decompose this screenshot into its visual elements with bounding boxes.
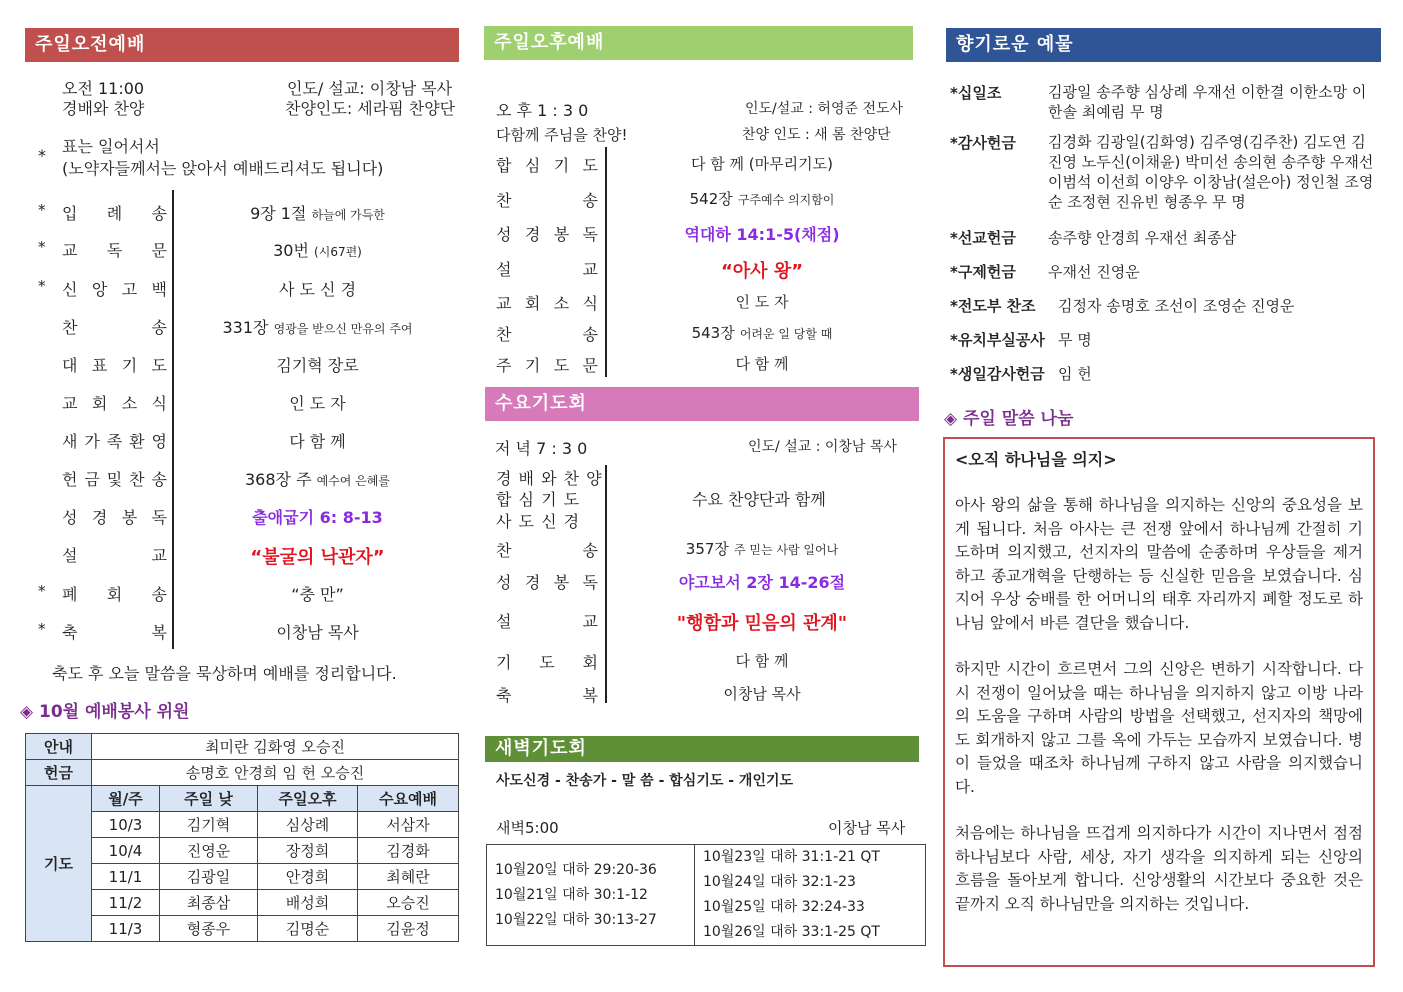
- afternoon-time: 오 후 1 : 3 0: [496, 101, 589, 120]
- offering-names: 김광일 송주향 심상례 우재선 이한결 이한소망 이한솔 최예림 무 명: [1048, 83, 1367, 121]
- label-char: 소: [121, 394, 138, 413]
- order-value: [612, 538, 912, 559]
- staff-title: ◈ 10월 예배봉사 위원: [20, 702, 190, 722]
- order-value-main: 다 함 께: [735, 355, 789, 373]
- wednesday-block-label-1: 경 배 와 찬 양: [496, 469, 603, 488]
- order-value-main: 역대하 14:1-5(채점): [684, 225, 840, 244]
- order-label: [62, 505, 167, 528]
- order-label: [496, 353, 598, 376]
- order-label: [496, 291, 598, 314]
- order-label: [62, 467, 167, 490]
- table-cell: 11/2: [92, 890, 160, 916]
- label-char: 송: [151, 204, 167, 223]
- label-char: 경: [91, 508, 108, 527]
- offering-label: *감사헌금: [950, 134, 1016, 152]
- table-cell: 10/3: [92, 812, 160, 838]
- dawn-reading: 10월20일 대하 29:20-36: [495, 861, 657, 878]
- label-char: 경: [524, 573, 541, 592]
- table-cell: 형종우: [160, 916, 258, 942]
- table-cell: 진영운: [160, 838, 258, 864]
- label-char: 회: [524, 294, 541, 313]
- dawn-order: 사도신경 - 찬송가 - 말 씀 - 합심기도 - 개인기도: [496, 773, 794, 789]
- label-char: 회: [106, 585, 123, 604]
- label-char: 새: [62, 432, 78, 451]
- wednesday-header: 수요기도회: [485, 387, 919, 421]
- label-char: 도: [553, 356, 570, 375]
- order-value: [612, 683, 912, 704]
- label-char: 경: [524, 225, 541, 244]
- standing-marker: *: [38, 201, 46, 219]
- offering-names: 김경화 김광일(김화영) 김주영(김주찬) 김도연 김진영 노두신(이채윤) 박미선 송의현 송주향 우재선 이범석 이선희 이양우 이창남(설은아) 정인철 조영순 조정현 진유빈 형종우 무 명: [1048, 133, 1374, 211]
- staff-col-sunday-afternoon: 주일오후: [258, 786, 358, 812]
- order-row: [0, 257, 930, 282]
- label-char: 고: [121, 280, 138, 299]
- label-char: 대: [62, 356, 78, 375]
- label-char: 환: [129, 432, 145, 451]
- wednesday-leader: 인도/ 설교 : 이창남 목사: [748, 439, 897, 455]
- label-char: 찬: [496, 191, 512, 210]
- label-char: 례: [106, 204, 123, 223]
- afternoon-praise-leader: 찬양 인도 : 새 롬 찬양단: [742, 127, 891, 143]
- offering-names: 우재선 진영운: [1048, 263, 1140, 281]
- order-row: [0, 391, 460, 413]
- staff-col-wednesday: 수요예배: [358, 786, 459, 812]
- offering-label: *선교헌금: [950, 229, 1016, 247]
- table-cell: 김경화: [358, 838, 459, 864]
- order-value-main: “충 만”: [291, 585, 344, 604]
- order-value: [612, 353, 912, 374]
- morning-praise-leader: 찬양인도: 세라핌 찬양단: [285, 99, 456, 118]
- label-char: 찬: [129, 470, 145, 489]
- sermon-paragraph: 처음에는 하나님을 뜨겁게 의지하다가 시간이 지나면서 점점 하나님보다 사람, 세상, 자기 생각을 의지하게 되는 신앙의 흐름을 돌아보게 합니다. 신앙생활의 시간보다 중요한 것은 끝까지 오직 하나님만을 의지하는 것입니다.: [955, 824, 1363, 913]
- dawn-reading: 10월25일 대하 32:24-33: [703, 899, 865, 915]
- dawn-leader: 이창남 목사: [828, 819, 906, 837]
- sermon-section-title: ◈ 주일 말씀 나눔: [944, 409, 1074, 429]
- label-char: 축: [62, 623, 78, 642]
- label-char: 찬: [62, 318, 78, 337]
- wednesday-block-value: 수요 찬양단과 함께: [692, 490, 826, 509]
- order-row: [0, 467, 460, 489]
- staff-offering-names: 송명호 안경희 임 헌 오승진: [92, 760, 459, 786]
- order-value-main: “불굴의 낙관자”: [250, 547, 385, 568]
- dawn-time: 새벽5:00: [496, 819, 559, 837]
- order-value-main: 출애굽기 6: 8-13: [252, 508, 383, 527]
- order-value: [612, 257, 912, 283]
- order-row: [0, 153, 930, 175]
- label-char: 소: [553, 294, 570, 313]
- order-value-main: 331장: [222, 318, 269, 337]
- label-char: 앙: [91, 280, 108, 299]
- table-cell: 서삼자: [358, 812, 459, 838]
- order-row: [0, 650, 930, 672]
- order-value-main: 9장 1절: [250, 204, 307, 223]
- order-value-sub: 주 믿는 사람 일어나: [734, 543, 839, 557]
- wednesday-block-label-3: 사 도 신 경: [496, 512, 581, 531]
- table-cell: 김기혁: [160, 812, 258, 838]
- label-char: 기: [496, 653, 512, 672]
- order-value: [175, 429, 460, 452]
- table-cell: 오승진: [358, 890, 459, 916]
- order-row: [0, 353, 930, 375]
- label-char: 도: [539, 653, 555, 672]
- dawn-reading: 10월24일 대하 32:1-23: [703, 874, 856, 890]
- label-char: 복: [151, 623, 167, 642]
- label-char: 봉: [121, 508, 138, 527]
- order-value-main: 야고보서 2장 14-26절: [678, 573, 846, 592]
- order-value-main: 인 도 자: [735, 293, 789, 311]
- dawn-reading: 10월21일 대하 30:1-12: [495, 886, 648, 903]
- dawn-schedule-table: [486, 844, 926, 946]
- label-char: 독: [582, 573, 598, 592]
- table-cell: 안경희: [258, 864, 358, 890]
- label-char: 교: [582, 612, 598, 631]
- dawn-reading: 10월26일 대하 33:1-25 QT: [703, 924, 880, 940]
- morning-note-star: *: [38, 146, 46, 165]
- order-value-sub: 하늘에 가득한: [311, 208, 385, 222]
- dawn-right-cell: [695, 845, 926, 946]
- label-char: 송: [151, 318, 167, 337]
- label-char: 백: [151, 280, 167, 299]
- label-char: 기: [524, 356, 541, 375]
- order-value-sub: 영광을 받으신 만유의 주여: [273, 322, 413, 336]
- offering-label: *생일감사헌금: [950, 365, 1045, 383]
- offering-names: 김정자 송명호 조선이 조영순 진영운: [1058, 297, 1295, 315]
- order-label: [496, 650, 598, 673]
- label-char: 성: [62, 508, 78, 527]
- label-char: 축: [496, 686, 512, 705]
- order-label: [496, 257, 598, 280]
- label-char: 입: [62, 204, 78, 223]
- label-char: 기: [553, 156, 570, 175]
- order-value-sub: (시67편): [314, 245, 362, 259]
- order-label: [496, 222, 598, 245]
- order-value: [612, 322, 912, 343]
- staff-guide-label: 안내: [26, 734, 92, 760]
- table-cell: 김명순: [258, 916, 358, 942]
- offerings-header: 향기로운 예물: [946, 28, 1381, 62]
- order-value: [612, 650, 912, 671]
- label-char: 기: [121, 356, 138, 375]
- offering-names: 임 헌: [1058, 365, 1092, 383]
- dawn-reading: 10월23일 대하 31:1-21 QT: [703, 849, 880, 865]
- staff-col-sunday-morning: 주일 낮: [160, 786, 258, 812]
- label-char: 영: [151, 432, 167, 451]
- table-cell: 최종삼: [160, 890, 258, 916]
- order-value: [612, 570, 912, 593]
- label-char: 교: [62, 241, 78, 260]
- morning-header: 주일오전예배: [25, 28, 459, 62]
- order-value: [612, 188, 912, 209]
- label-char: 송: [151, 470, 167, 489]
- order-value-main: 사 도 신 경: [278, 280, 357, 299]
- label-char: 표: [91, 356, 108, 375]
- order-value-sub: 예수여 은혜를: [316, 474, 390, 488]
- dawn-left-cell: [487, 845, 695, 946]
- order-label: [496, 538, 598, 561]
- order-row: [0, 683, 930, 705]
- order-row: [0, 322, 930, 344]
- offering-label: *십일조: [950, 84, 1002, 102]
- label-char: 설: [496, 612, 512, 631]
- label-char: 헌: [62, 470, 78, 489]
- label-char: 합: [496, 156, 512, 175]
- label-char: 금: [84, 470, 100, 489]
- order-value: [175, 467, 460, 490]
- label-char: 성: [496, 225, 512, 244]
- label-char: 봉: [553, 225, 570, 244]
- order-label: [496, 188, 598, 211]
- label-char: 찬: [496, 325, 512, 344]
- afternoon-header: 주일오후예배: [484, 26, 913, 60]
- table-cell: 김광일: [160, 864, 258, 890]
- order-row: [0, 222, 930, 244]
- order-value-sub: 어려운 일 당할 때: [739, 327, 833, 341]
- label-char: 찬: [496, 541, 512, 560]
- label-char: 송: [582, 541, 598, 560]
- afternoon-leader: 인도/설교 : 허영준 전도사: [745, 101, 904, 117]
- order-value-main: "행함과 믿음의 관계": [676, 613, 848, 634]
- staff-table: [25, 733, 459, 942]
- wednesday-block-label-2: 합 심 기 도: [496, 490, 581, 509]
- label-char: 성: [496, 573, 512, 592]
- staff-guide-names: 최미란 김화영 오승진: [92, 734, 459, 760]
- order-row: [0, 291, 930, 313]
- order-value-main: 다 함 께: [289, 432, 346, 451]
- label-char: 및: [106, 470, 123, 489]
- order-value: [612, 291, 912, 312]
- order-value-main: 이창남 목사: [723, 685, 801, 703]
- label-char: 식: [582, 294, 598, 313]
- dawn-header: 새벽기도회: [485, 736, 919, 762]
- order-row: [0, 570, 930, 592]
- offering-label: *구제헌금: [950, 263, 1016, 281]
- offering-names: 송주향 안경희 우재선 최종삼: [1048, 229, 1237, 247]
- order-label: [62, 429, 167, 452]
- order-value-main: 다 함 께: [735, 652, 789, 670]
- label-char: 봉: [553, 573, 570, 592]
- order-value-main: 이창남 목사: [276, 623, 359, 642]
- table-cell: 11/3: [92, 916, 160, 942]
- label-char: 설: [496, 260, 512, 279]
- label-char: 교: [151, 546, 167, 565]
- offering-label: *전도부 찬조: [950, 297, 1036, 315]
- label-char: 폐: [62, 585, 78, 604]
- table-cell: 김윤정: [358, 916, 459, 942]
- label-char: 심: [524, 156, 541, 175]
- order-value: [175, 391, 460, 414]
- sermon-heading: <오직 하나님을 의지>: [955, 450, 1117, 469]
- order-value: [175, 505, 460, 528]
- morning-praise-label: 경배와 찬양: [62, 99, 145, 118]
- label-char: 문: [151, 241, 167, 260]
- label-char: 송: [582, 325, 598, 344]
- sermon-box: [943, 437, 1375, 967]
- table-cell: 심상례: [258, 812, 358, 838]
- label-char: 송: [151, 585, 167, 604]
- offering-label: *유치부실공사: [950, 331, 1045, 349]
- label-char: 복: [582, 686, 598, 705]
- order-value-main: “아사 왕”: [720, 261, 804, 282]
- morning-note-line1: 표는 일어서서: [62, 137, 160, 156]
- order-value-main: 김기혁 장로: [276, 356, 359, 375]
- wednesday-time: 저 녁 7 : 3 0: [495, 439, 588, 458]
- order-value-main: 인 도 자: [289, 394, 346, 413]
- label-char: 교: [62, 394, 78, 413]
- order-value-main: 30번: [273, 241, 309, 260]
- order-value: [612, 153, 912, 174]
- order-label: [496, 609, 598, 632]
- order-value: [612, 222, 912, 245]
- table-cell: 배성희: [258, 890, 358, 916]
- sermon-paragraph: 아사 왕의 삶을 통해 하나님을 의지하는 신앙의 중요성을 보게 됩니다. 처음 아사는 큰 전쟁 앞에서 하나님께 간절히 기도하며 의지했고, 선지자의 말씀에 순종하며 우상들을 제거하고 종교개혁을 단행하는 등 신실한 믿음을 보였습니다. 심지어 우상 숭배를 한 어머니의 태후 자리까지 폐할 정도로 하나님 앞에서 바른 결단을 했습니다.: [955, 496, 1363, 632]
- order-value-sub: 구주예수 의지함이: [737, 193, 835, 207]
- label-char: 독: [582, 225, 598, 244]
- offering-names: 무 명: [1058, 331, 1092, 349]
- staff-offering-label: 헌금: [26, 760, 92, 786]
- label-char: 주: [496, 356, 512, 375]
- table-cell: 11/1: [92, 864, 160, 890]
- order-row: [0, 505, 460, 527]
- label-char: 회: [582, 653, 598, 672]
- label-char: 족: [106, 432, 123, 451]
- standing-marker: *: [38, 238, 46, 256]
- order-value-main: 542장: [689, 190, 733, 208]
- order-label: [496, 570, 598, 593]
- label-char: 도: [151, 356, 167, 375]
- label-char: 교: [582, 260, 598, 279]
- label-char: 설: [62, 546, 78, 565]
- label-char: 회: [91, 394, 108, 413]
- morning-leader: 인도/ 설교: 이창남 목사: [287, 79, 453, 98]
- standing-marker: *: [38, 277, 46, 295]
- morning-closing: 축도 후 오늘 말씀을 묵상하며 예배를 정리합니다.: [52, 664, 397, 683]
- order-label: [62, 391, 167, 414]
- sermon-paragraph: 하지만 시간이 흐르면서 그의 신앙은 변하기 시작합니다. 다시 전쟁이 일어났을 때는 하나님을 의지하지 않고 이방 나라의 도움을 구하며 사람의 방법을 선택했고, 선지자의 책망에도 회개하지 않고 그를 옥에 가두는 모습까지 보였습니다. 병이 들었을 때조차 하나님께 구하지 않고 사람을 의지했습니다.: [955, 660, 1363, 796]
- label-char: 독: [151, 508, 167, 527]
- table-cell: 10/4: [92, 838, 160, 864]
- label-char: 독: [106, 241, 123, 260]
- morning-note-line2: (노약자들께서는 앉아서 예배드리셔도 됩니다): [62, 159, 384, 178]
- order-label: [496, 322, 598, 345]
- table-cell: 최혜란: [358, 864, 459, 890]
- label-char: 문: [582, 356, 598, 375]
- label-char: 송: [582, 191, 598, 210]
- label-char: 교: [496, 294, 512, 313]
- order-row: [0, 429, 460, 451]
- label-char: 가: [84, 432, 100, 451]
- order-row: [0, 188, 930, 210]
- standing-marker: *: [38, 582, 46, 600]
- label-char: 신: [62, 280, 78, 299]
- dawn-reading: 10월22일 대하 30:13-27: [495, 911, 657, 928]
- order-value-main: 368장 주: [244, 470, 312, 489]
- staff-col-week: 월/주: [92, 786, 160, 812]
- order-value-main: 543장: [691, 324, 735, 342]
- afternoon-praise-label: 다함께 주님을 찬양!: [496, 126, 628, 144]
- order-label: [496, 683, 598, 706]
- staff-prayer-label: 기도: [26, 786, 92, 942]
- order-value-main: 다 함 께 (마무리기도): [691, 155, 833, 173]
- order-row: [0, 538, 930, 560]
- order-value-main: 357장: [685, 540, 729, 558]
- order-value: [612, 609, 912, 635]
- table-cell: 장정희: [258, 838, 358, 864]
- label-char: 도: [582, 156, 598, 175]
- order-label: [496, 153, 598, 176]
- label-char: 식: [151, 394, 167, 413]
- morning-time: 오전 11:00: [62, 79, 145, 98]
- standing-marker: *: [38, 620, 46, 638]
